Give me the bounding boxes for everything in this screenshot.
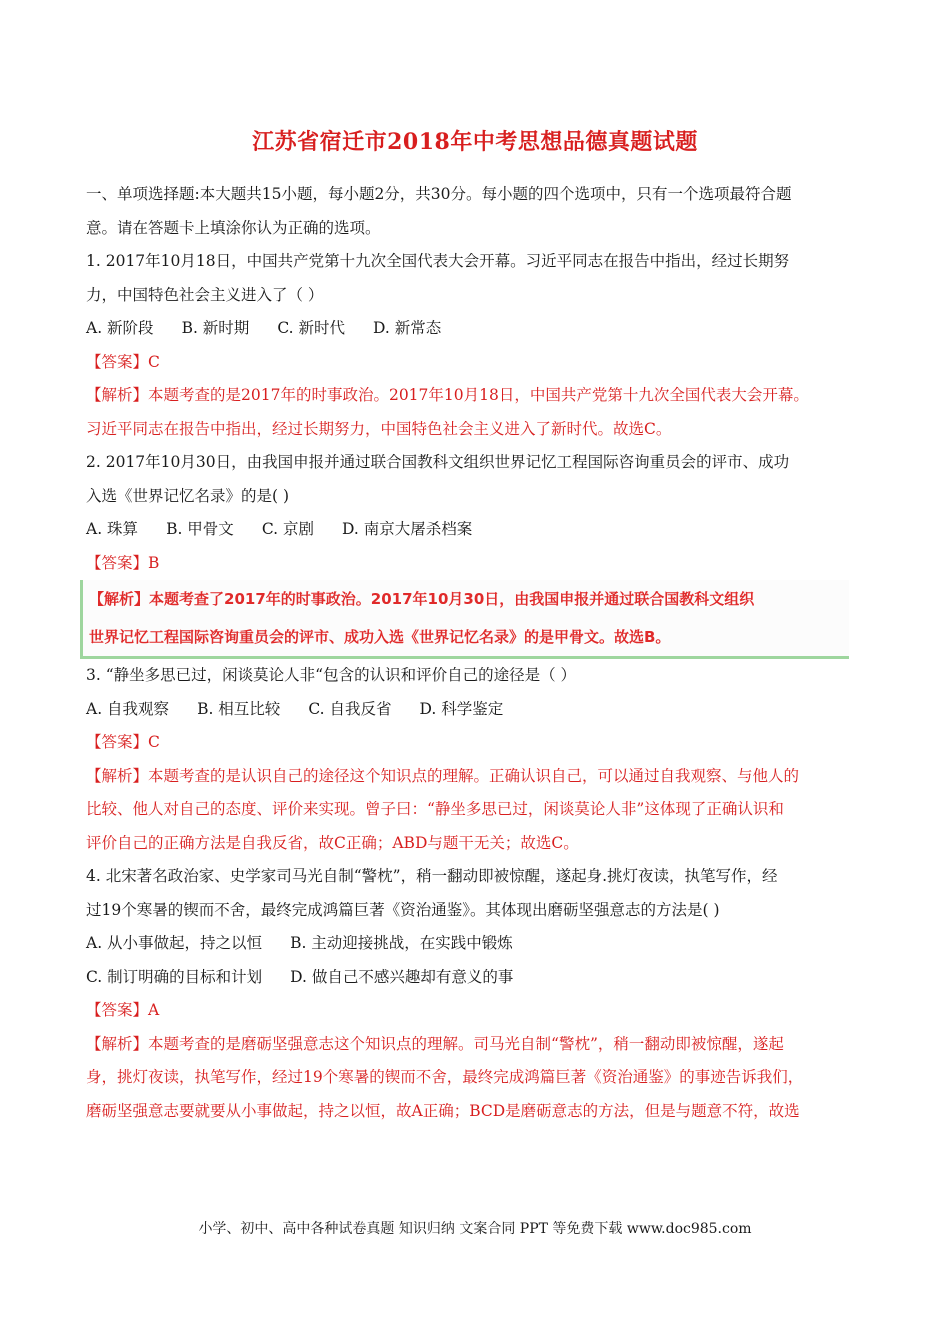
answer-label: 【答案】 [86, 1001, 149, 1019]
q3-option-a: A. 自我观察 [86, 699, 170, 718]
analysis-text: 本题考查了2017年的时事政治。2017年10月30日，由我国申报并通过联合国教科文组织 [149, 590, 755, 608]
intro-line-2: 意。请在答题卡上填涂你认为正确的选项。 [86, 218, 381, 237]
analysis-text: 本题考查的是磨砺坚强意志这个知识点的理解。司马光自制“警枕”，稍一翻动即被惊醒，遂起 [148, 1034, 784, 1053]
q4-analysis-line-2: 身，挑灯夜读，执笔写作，经过19个寒暑的锲而不舍，最终完成鸿篇巨著《资治通鉴》的事迹告诉我们， [86, 1068, 804, 1086]
answer-value: C [148, 733, 160, 751]
analysis-text: 本题考查的是2017年的时事政治。2017年10月18日，中国共产党第十九次全国代表大会开幕。 [148, 386, 809, 404]
q3-answer [86, 726, 866, 760]
q4-options-row-2 [86, 961, 866, 995]
exam-content [86, 178, 866, 1128]
q2-option-b: B. 甲骨文 [166, 520, 234, 538]
page-title: 江苏省宿迁市2018年中考思想品德真题试题 [252, 129, 698, 155]
page-footer: 小学、初中、高中各种试卷真题 知识归纳 文案合同 PPT 等免费下载 www.doc985.com [198, 1221, 752, 1237]
q1-option-c: C. 新时代 [277, 319, 345, 337]
q4-option-b: B. 主动迎接挑战，在实践中锻炼 [290, 934, 513, 952]
q4-option-a: A. 从小事做起，持之以恒 [86, 934, 263, 952]
q1-options [86, 312, 866, 346]
q1-option-b: B. 新时期 [181, 319, 250, 337]
q4-options-row-1 [86, 927, 866, 961]
answer-value: B [148, 553, 160, 572]
q2-option-a: A. 珠算 [86, 520, 139, 538]
q2-option-c: C. 京剧 [261, 520, 314, 538]
answer-label: 【答案】 [86, 733, 149, 751]
q1-answer [86, 346, 866, 380]
intro-line-1: 一、单项选择题:本大题共15小题，每小题2分，共30分。每小题的四个选项中，只有一个选项最符合题 [86, 185, 792, 203]
q2-stem-line-1: 2. 2017年10月30日，由我国申报并通过联合国教科文组织世界记忆工程国际咨询重员会的评市、成功 [86, 453, 790, 471]
q3-options [86, 693, 866, 727]
analysis-label: 【解析】 [86, 1034, 149, 1053]
q2-analysis-line-1 [89, 580, 849, 618]
analysis-label: 【解析】 [89, 590, 150, 608]
q4-stem-line-1: 4. 北宋著名政治家、史学家司马光自制“警枕”，稍一翻动即被惊醒，遂起身.挑灯夜读，执笔写作，经 [86, 867, 778, 885]
q3-option-b: B. 相互比较 [197, 699, 281, 718]
q2-options [86, 513, 866, 547]
q2-answer [86, 547, 866, 581]
q4-answer [86, 994, 866, 1028]
q3-option-d: D. 科学鉴定 [419, 699, 504, 718]
q4-option-c: C. 制订明确的目标和计划 [86, 967, 263, 986]
q4-analysis-line-1 [86, 1028, 866, 1062]
answer-label: 【答案】 [86, 352, 149, 371]
analysis-text: 本题考查的是认识自己的途径这个知识点的理解。正确认识自己，可以通过自我观察、与他人的 [148, 766, 800, 785]
answer-label: 【答案】 [86, 553, 149, 572]
q4-analysis-line-3: 磨砺坚强意志要就要从小事做起，持之以恒，故A正确；BCD是磨砺意志的方法，但是与题意不符，故选 [86, 1101, 800, 1120]
q3-analysis-line-2: 比较、他人对自己的态度、评价来实现。曾子曰：“静坐多思已过，闲谈莫论人非”这体现了正确认识和 [86, 800, 784, 818]
q3-stem-line-1: 3. “静坐多思已过，闲谈莫论人非“包含的认识和评价自己的途径是（ ） [86, 666, 576, 684]
analysis-label: 【解析】 [86, 386, 149, 404]
q3-analysis-line-3: 评价自己的正确方法是自我反省，故C正确；ABD与题干无关；故选C。 [86, 833, 579, 852]
q2-analysis-line-2: 世界记忆工程国际咨询重员会的评市、成功入选《世界记忆名录》的是甲骨文。故选B。 [89, 628, 671, 646]
q1-analysis-line-1 [86, 379, 866, 413]
analysis-label: 【解析】 [86, 766, 149, 785]
q3-analysis-line-1 [86, 760, 866, 794]
q3-option-c: C. 自我反省 [308, 699, 392, 718]
answer-value: C [148, 352, 160, 371]
q1-option-a: A. 新阶段 [86, 319, 154, 337]
q4-option-d: D. 做自己不感兴趣却有意义的事 [290, 967, 514, 986]
q2-option-d: D. 南京大屠杀档案 [341, 520, 473, 538]
q2-stem-line-2: 入选《世界记忆名录》的是( ) [86, 486, 290, 505]
answer-value: A [148, 1001, 160, 1019]
q4-stem-line-2: 过19个寒暑的锲而不舍，最终完成鸿篇巨著《资治通鉴》。其体现出磨砺坚强意志的方法是( ) [86, 900, 720, 919]
q1-stem-line-1: 1. 2017年10月18日，中国共产党第十九次全国代表大会开幕。习近平同志在报告中指出，经过长期努 [86, 252, 790, 270]
q1-analysis-line-2: 习近平同志在报告中指出，经过长期努力，中国特色社会主义进入了新时代。故选C。 [86, 419, 672, 438]
q1-option-d: D. 新常态 [372, 319, 442, 337]
q1-stem-line-2: 力，中国特色社会主义进入了（ ） [86, 285, 324, 304]
q2-analysis-box [80, 580, 849, 659]
